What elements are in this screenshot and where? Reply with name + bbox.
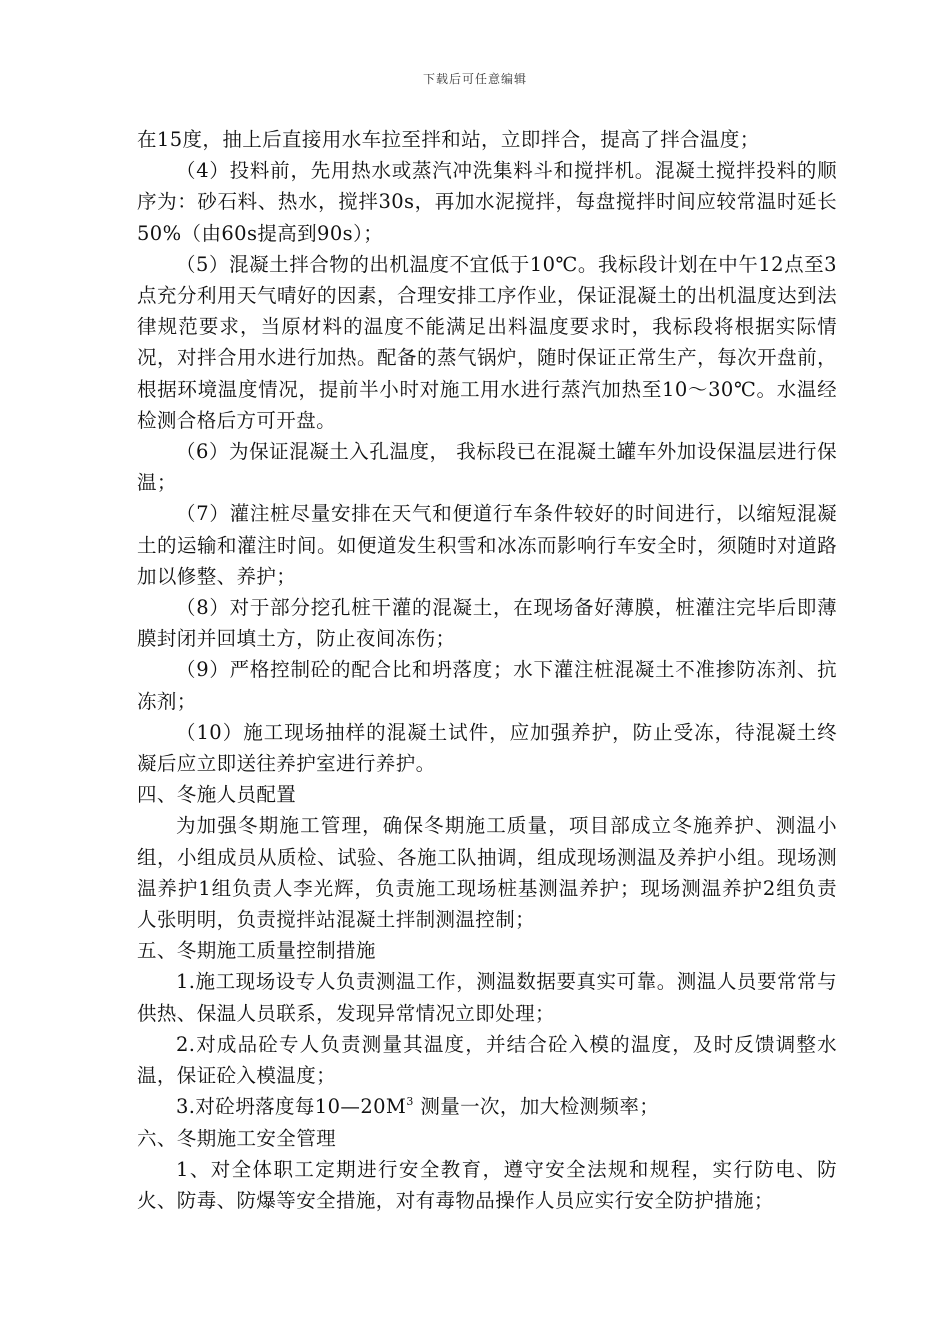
paragraph-item-9: （9）严格控制砼的配合比和坍落度；水下灌注桩混凝土不准掺防冻剂、抗冻剂； [137, 658, 837, 713]
section-5-item-1: 1.施工现场设专人负责测温工作，测温数据要真实可靠。测温人员要常常与供热、保温人员联系，发现异常情况立即处理； [137, 970, 837, 1025]
section-4-paragraph: 为加强冬期施工管理，确保冬期施工质量，项目部成立冬施养护、测温小组，小组成员从质检、试验、各施工队抽调，组成现场测温及养护小组。现场测温养护1组负责人李光辉，负责施工现场桩基测温养护；现场测温养护2组负责人张明明，负责搅拌站混凝土拌制测温控制； [137, 814, 837, 932]
superscript-cube: 3 [406, 1095, 414, 1109]
paragraph-continued: 在15度，抽上后直接用水车拉至拌和站，立即拌合，提高了拌合温度； [137, 128, 760, 151]
paragraph-item-7: （7）灌注桩尽量安排在天气和便道行车条件较好的时间进行，以缩短混凝土的运输和灌注时间。如便道发生积雪和冰冻而影响行车安全时，须随时对道路加以修整、养护； [137, 502, 837, 588]
section-5-item-3 [137, 1091, 837, 1122]
paragraph-item-5: （5）混凝土拌合物的出机温度不宜低于10℃。我标段计划在中午12点至3点充分利用天气晴好的因素，合理安排工序作业，保证混凝土的出机温度达到法律规范要求，当原材料的温度不能满足出料温度要求时，我标段将根据实际情况，对拌合用水进行加热。配备的蒸气锅炉，随时保证正常生产，每次开盘前，根据环境温度情况，提前半小时对施工用水进行蒸汽加热至10～30℃。水温经检测合格后方可开盘。 [137, 252, 837, 432]
section-5-item-3-rest: 测量一次，加大检测频率； [413, 1095, 660, 1119]
paragraph-item-6: （6）为保证混凝土入孔温度， 我标段已在混凝土罐车外加设保温层进行保温； [137, 440, 837, 495]
section-heading-6: 六、冬期施工安全管理 [137, 1126, 337, 1150]
paragraph-item-4: （4）投料前，先用热水或蒸汽冲洗集料斗和搅拌机。混凝土搅拌投料的顺序为：砂石料、热水，搅拌30s，再加水泥搅拌，每盘搅拌时间应较常温时延长50%（由60s提高到90s）； [137, 159, 837, 245]
section-5-item-3-text: 3.对砼坍落度每10—20M [176, 1095, 407, 1119]
section-heading-4: 四、冬施人员配置 [137, 783, 297, 807]
document-body [137, 124, 837, 1216]
section-5-item-2: 2.对成品砼专人负责测量其温度，并结合砼入模的温度，及时反馈调整水温，保证砼入模温度； [137, 1032, 837, 1088]
paragraph-item-8: （8）对于部分挖孔桩干灌的混凝土，在现场备好薄膜，桩灌注完毕后即薄膜封闭并回填土方，防止夜间冻伤； [137, 596, 837, 651]
page-header: 下载后可任意编辑 [422, 72, 527, 86]
section-6-item-1: 1、对全体职工定期进行安全教育，遵守安全法规和规程，实行防电、防火、防毒、防爆等安全措施，对有毒物品操作人员应实行安全防护措施； [137, 1157, 837, 1212]
paragraph-item-10: （10）施工现场抽样的混凝土试件，应加强养护，防止受冻，待混凝土终凝后应立即送往养护室进行养护。 [137, 720, 837, 776]
section-heading-5: 五、冬期施工质量控制措施 [137, 939, 376, 963]
